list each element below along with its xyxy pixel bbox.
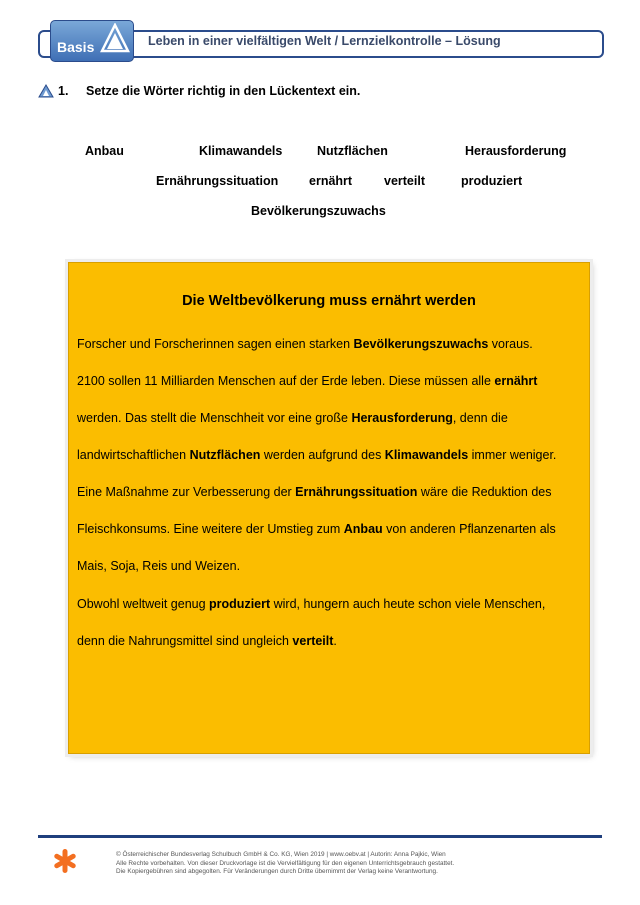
word-bank-item: Ernährungssituation [156, 174, 279, 188]
text-line: werden. Das stellt die Menschheit vor eine große Herausforderung, denn die [77, 411, 508, 425]
word-bank-item: Nutzflächen [317, 144, 388, 158]
filled-gap: Ernährungssituation [295, 485, 418, 499]
text-line: Mais, Soja, Reis und Weizen. [77, 559, 241, 573]
word-bank-item: produziert [461, 174, 523, 188]
footer-divider [38, 835, 602, 838]
word-bank-item: Bevölkerungszuwachs [251, 204, 386, 218]
text-line: denn die Nahrungsmittel sind ungleich verteilt. [77, 634, 337, 648]
basis-level-icon [38, 84, 54, 98]
text-line: 2100 sollen 11 Milliarden Menschen auf der Erde leben. Diese müssen alle ernährt [77, 374, 538, 388]
worksheet-title: Leben in einer vielfältigen Welt / Lernzielkontrolle – Lösung [148, 34, 501, 48]
text-line: landwirtschaftlichen Nutzflächen werden aufgrund des Klimawandels immer weniger. [77, 448, 557, 462]
basis-logo [50, 20, 134, 62]
filled-gap: produziert [209, 597, 271, 611]
triangle-logo-icon [100, 23, 130, 55]
publisher-star-icon [52, 848, 78, 874]
word-bank-item: Herausforderung [465, 144, 567, 158]
filled-gap: Herausforderung [351, 411, 453, 425]
word-bank-item: Anbau [85, 144, 124, 158]
filled-gap: Nutzflächen [189, 448, 261, 462]
filled-gap: Klimawandels [384, 448, 469, 462]
text-line: Eine Maßnahme zur Verbesserung der Ernährungssituation wäre die Reduktion des [77, 485, 552, 499]
logo-text: Basis [57, 39, 95, 55]
solution-title: Die Weltbevölkerung muss ernährt werden [182, 293, 476, 309]
text-line: Fleischkonsums. Eine weitere der Umstieg zum Anbau von anderen Pflanzenarten als [77, 522, 556, 536]
filled-gap: Bevölkerungszuwachs [353, 337, 489, 351]
word-bank-item: ernährt [309, 174, 353, 188]
filled-gap: ernährt [494, 374, 538, 388]
solution-text-box [68, 262, 590, 754]
task-instruction: Setze die Wörter richtig in den Lückentext ein. [86, 84, 361, 98]
copyright-notice: © Österreichischer Bundesverlag Schulbuch GmbH & Co. KG, Wien 2019 | www.oebv.at | Autorin: Anna Pajkic, Wien Alle Rechte vorbehalten. Von dieser Druckvorlage ist die Vervielfältigung für den eigenen Unterrichtsgebrauch gestattet. Die Kopiergebühren sind abgegolten. Für Veränderungen durch Dritte übernimmt der Verlag keine Verantwortung. [116, 851, 455, 876]
word-bank-item: Klimawandels [199, 144, 283, 158]
filled-gap: verteilt [292, 634, 334, 648]
filled-gap: Anbau [343, 522, 383, 536]
text-line: Forscher und Forscherinnen sagen einen starken Bevölkerungszuwachs voraus. [77, 337, 533, 351]
word-bank-item: verteilt [384, 174, 425, 188]
task-number: 1. [58, 84, 69, 98]
text-line: Obwohl weltweit genug produziert wird, hungern auch heute schon viele Menschen, [77, 597, 546, 611]
